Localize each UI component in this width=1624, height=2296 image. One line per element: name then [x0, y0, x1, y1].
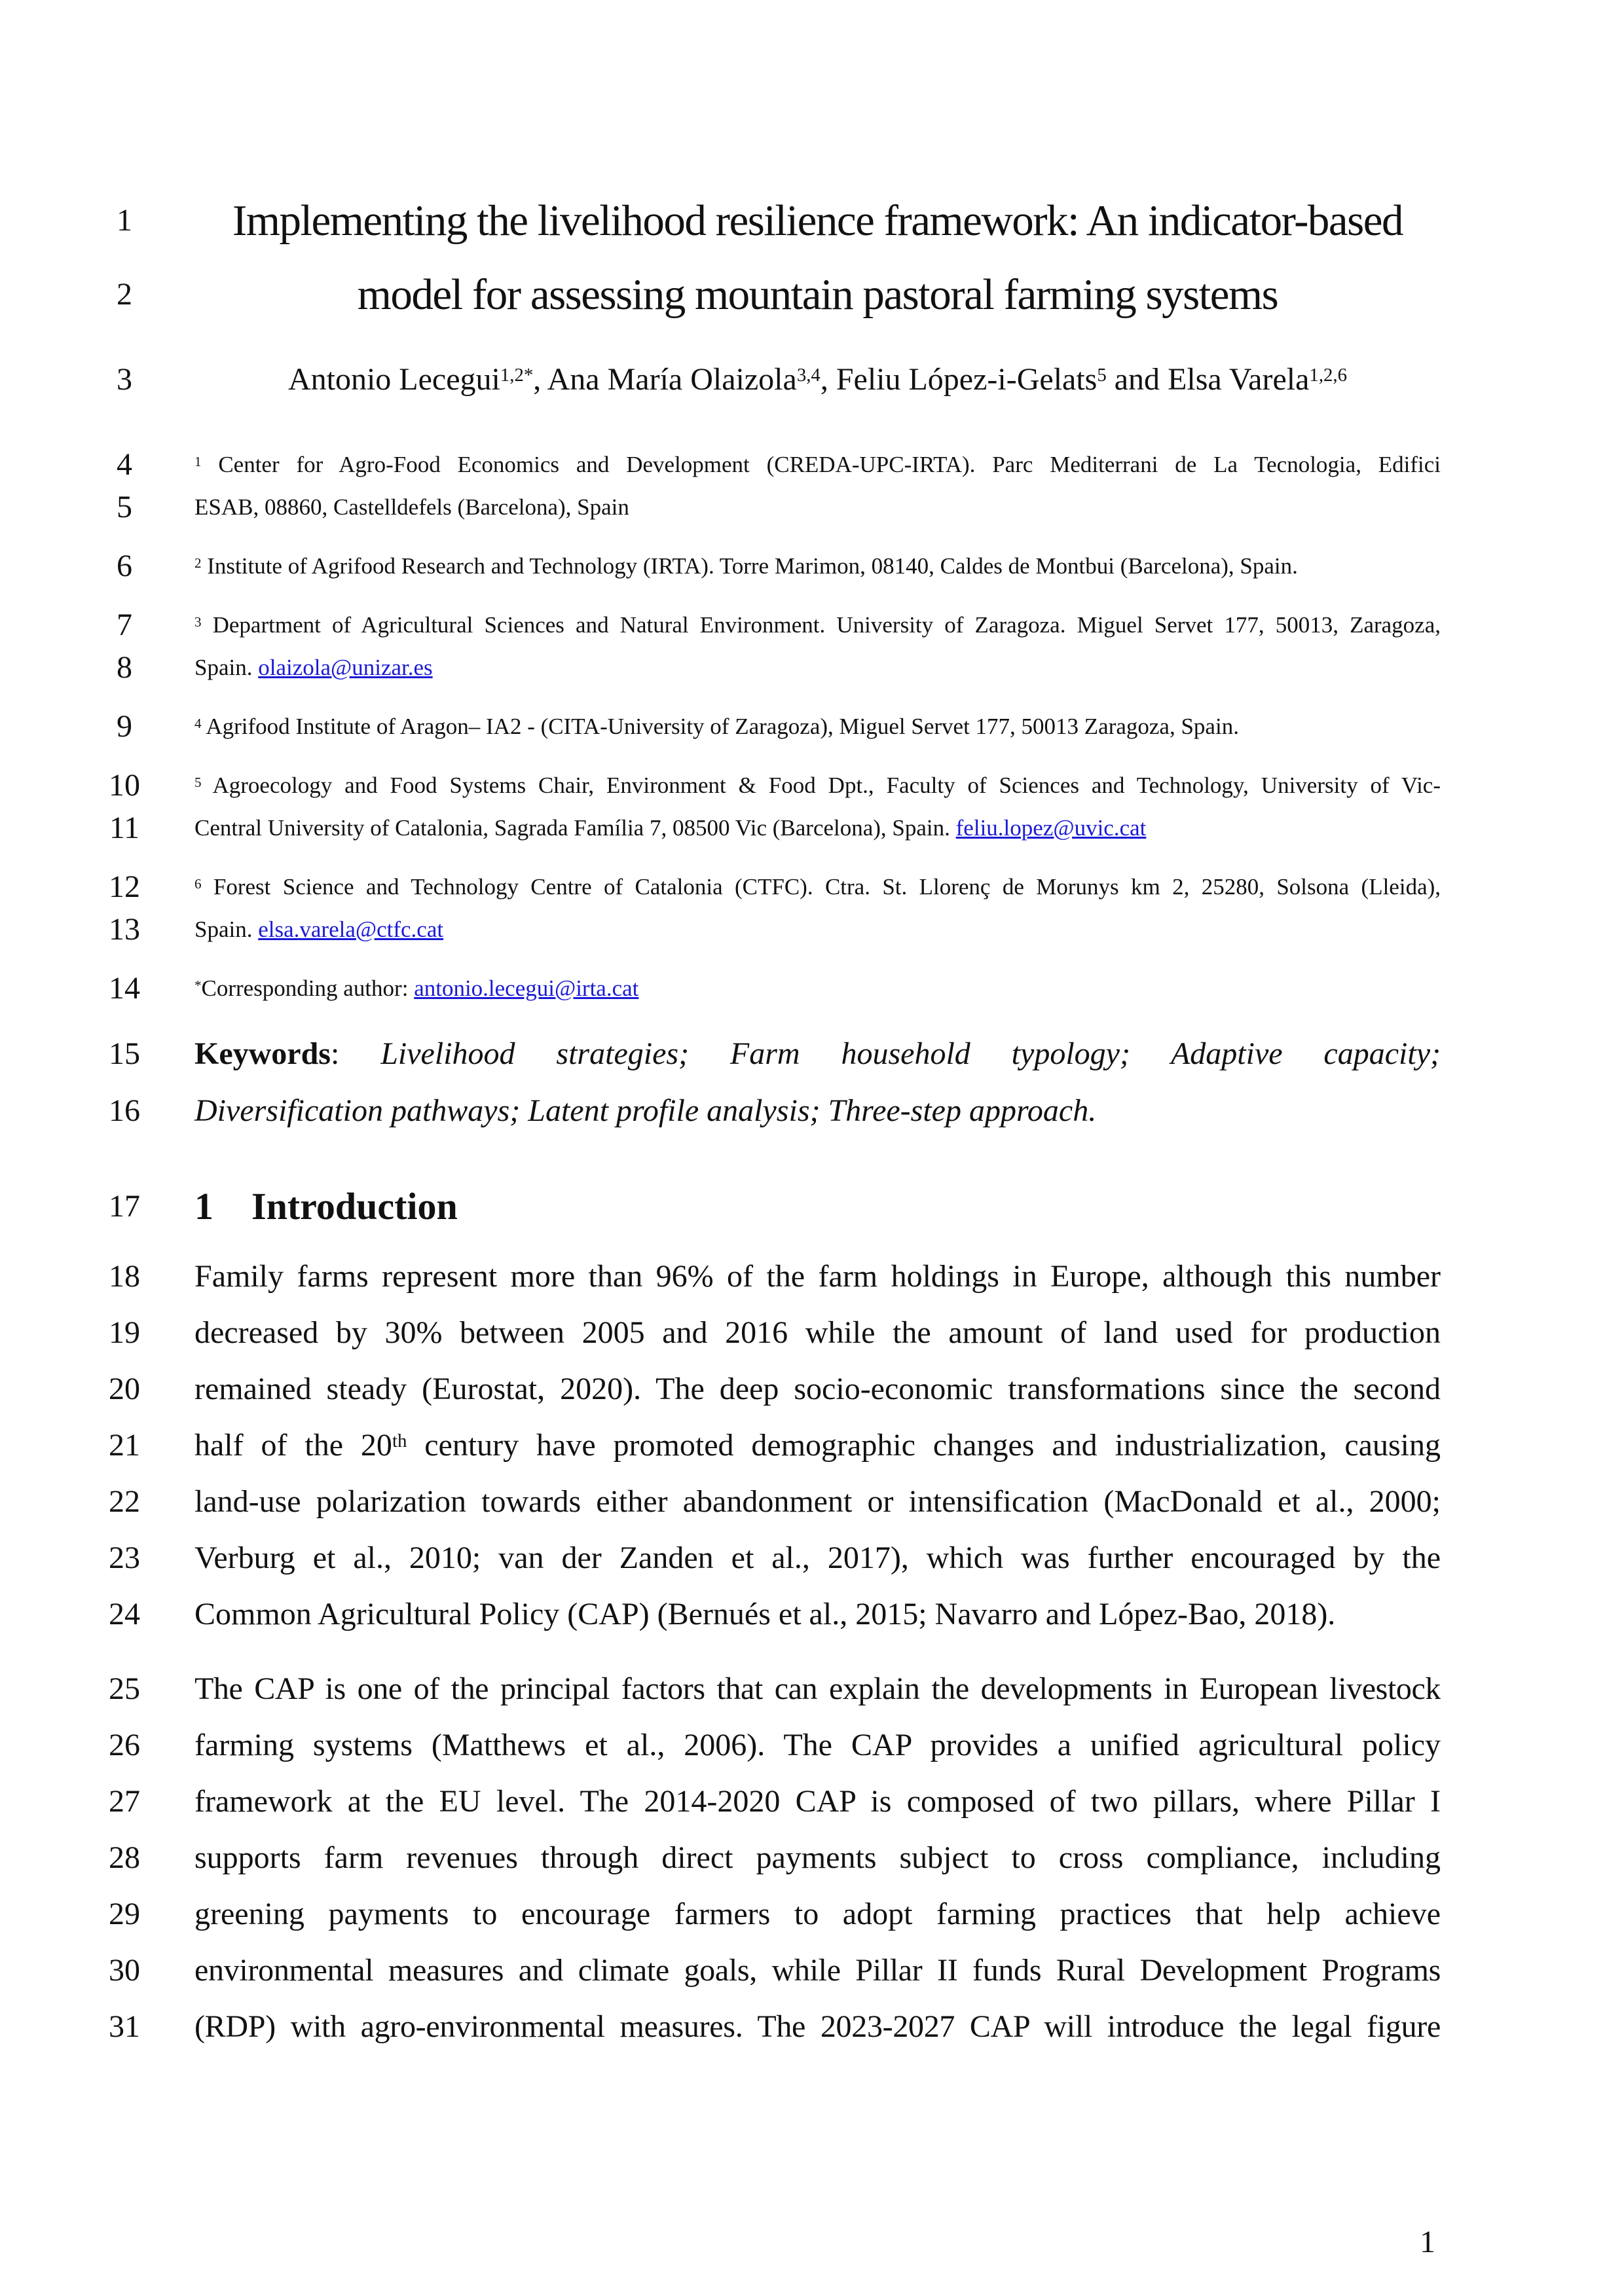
title-line-1 — [0, 194, 1624, 247]
corresponding-author — [194, 962, 1441, 1015]
affiliation-marker: 4 — [194, 715, 202, 731]
author-separator: , — [533, 362, 547, 397]
author-affiliation-marker: 3,4 — [796, 365, 821, 386]
body-line — [0, 1307, 1624, 1359]
affiliation-text — [194, 642, 1441, 694]
affiliation-marker: 1 — [194, 453, 202, 469]
body-text: (RDP) with agro-environmental measures. The 2023-2027 CAP will introduce the legal figure — [194, 2009, 1441, 2044]
line-number: 2 — [117, 277, 132, 312]
line-number: 24 — [109, 1597, 140, 1631]
author-name: Feliu López-i-Gelats — [836, 362, 1098, 397]
line-number: 4 — [117, 447, 132, 482]
line-number: 9 — [117, 709, 132, 744]
line-number: 21 — [109, 1428, 140, 1463]
line-number: 8 — [117, 650, 132, 685]
body-text: greening payments to encourage farmers to adopt farming practices that help achieve — [194, 1897, 1441, 1931]
keywords-list: Livelihood strategies; Farm household typology; Adaptive capacity; — [380, 1036, 1441, 1071]
body-line — [0, 1776, 1624, 1828]
body-line — [0, 1363, 1624, 1415]
affiliation-text — [194, 701, 1441, 753]
ordinal-suffix: th — [392, 1430, 407, 1452]
body-text: The CAP is one of the principal factors that can explain the developments in European livestock — [194, 1671, 1441, 1706]
line-number: 10 — [109, 768, 140, 803]
body-text: framework at the EU level. The 2014-2020 CAP is composed of two pillars, where Pillar I — [194, 1784, 1441, 1819]
body-line — [0, 1663, 1624, 1715]
affiliation-1: Center for Agro-Food Economics and Development (CREDA-UPC-IRTA). Parc Mediterrani de La Tecnologia, Edifici — [218, 452, 1441, 477]
line-number: 13 — [109, 912, 140, 947]
author-affiliation-marker: 5 — [1097, 365, 1107, 386]
affiliation-1-line-2 — [0, 481, 1624, 534]
email-link[interactable]: elsa.varela@ctfc.cat — [258, 917, 444, 942]
affiliation-5-cont: Central University of Catalonia, Sagrada Família 7, 08500 Vic (Barcelona), Spain. — [194, 815, 956, 841]
body-text: remained steady (Eurostat, 2020). The deep socio-economic transformations since the second — [194, 1372, 1441, 1406]
author-affiliation-marker: 1,2,6 — [1309, 365, 1348, 386]
author-separator: and — [1106, 362, 1168, 397]
body-line — [0, 1419, 1624, 1472]
affiliation-text — [194, 540, 1441, 592]
line-number: 14 — [109, 971, 140, 1006]
author-name: Elsa Varela — [1168, 362, 1310, 397]
body-text: farming systems (Matthews et al., 2006). The CAP provides a unified agricultural policy — [194, 1728, 1441, 1762]
affiliation-4: Agrifood Institute of Aragon– IA2 - (CITA-University of Zaragoza), Miguel Servet 177, 50013 Zaragoza, Spain. — [206, 714, 1239, 739]
keywords-list-cont: Diversification pathways; Latent profile analysis; Three-step approach. — [194, 1093, 1097, 1128]
body-text: Common Agricultural Policy (CAP) (Bernués et al., 2015; Navarro and López-Bao, 2018). — [194, 1597, 1336, 1631]
body-text: Verburg et al., 2010; van der Zanden et al., 2017), which was further encouraged by the — [194, 1540, 1441, 1575]
affiliation-marker: 3 — [194, 613, 202, 630]
affiliation-4-line — [0, 701, 1624, 753]
line-number: 16 — [109, 1093, 140, 1128]
corresponding-label: Corresponding author: — [201, 975, 415, 1001]
line-number: 11 — [109, 811, 140, 845]
affiliation-marker: 5 — [194, 774, 202, 790]
line-number: 31 — [109, 2009, 140, 2044]
author-affiliation-marker: 1,2* — [500, 365, 534, 386]
body-line — [0, 1832, 1624, 1884]
section-heading-line — [0, 1180, 1624, 1233]
affiliation-marker: 2 — [194, 555, 202, 571]
page-number: 1 — [1420, 2225, 1435, 2259]
corresponding-author-line — [0, 962, 1624, 1015]
body-line — [0, 1476, 1624, 1528]
body-text-part: half of the 20 — [194, 1428, 392, 1463]
title-line-2 — [0, 268, 1624, 321]
paper-title-cont: model for assessing mountain pastoral farming systems — [357, 270, 1278, 319]
affiliation-5: Agroecology and Food Systems Chair, Environment & Food Dpt., Faculty of Sciences and Technology, University of Vic- — [212, 773, 1441, 798]
body-line — [0, 2001, 1624, 2053]
line-number: 12 — [109, 869, 140, 904]
line-number: 6 — [117, 549, 132, 583]
body-text-part: century have promoted demographic changes and industrialization, causing — [407, 1428, 1441, 1463]
body-line — [0, 1588, 1624, 1641]
body-text: supports farm revenues through direct payments subject to cross compliance, including — [194, 1840, 1441, 1875]
section-heading — [194, 1180, 1441, 1233]
affiliation-2: Institute of Agrifood Research and Technology (IRTA). Torre Marimon, 08140, Caldes de Montbui (Barcelona), Spain. — [207, 553, 1298, 579]
line-number: 30 — [109, 1953, 140, 1988]
body-text — [194, 1419, 1441, 1472]
author-name: Ana María Olaizola — [547, 362, 797, 397]
email-link[interactable]: olaizola@unizar.es — [258, 655, 433, 680]
body-line — [0, 1250, 1624, 1303]
affiliation-text — [194, 802, 1441, 854]
line-number: 20 — [109, 1372, 140, 1406]
affiliation-6-line-2 — [0, 903, 1624, 956]
line-number: 27 — [109, 1784, 140, 1819]
line-number: 28 — [109, 1840, 140, 1875]
line-number: 19 — [109, 1315, 140, 1350]
body-line — [0, 1888, 1624, 1941]
line-number: 5 — [117, 490, 132, 524]
keywords-colon: : — [330, 1036, 340, 1071]
line-number: 22 — [109, 1484, 140, 1519]
line-number: 29 — [109, 1897, 140, 1931]
affiliation-marker: 6 — [194, 875, 202, 892]
section-title: Introduction — [251, 1185, 458, 1228]
line-number: 18 — [109, 1259, 140, 1294]
keywords-line-2 — [0, 1085, 1624, 1137]
keywords-label: Keywords — [194, 1036, 331, 1071]
keywords-line-1 — [0, 1028, 1624, 1080]
body-text: environmental measures and climate goals, while Pillar II funds Rural Development Programs — [194, 1953, 1441, 1988]
affiliation-3-cont: Spain. — [194, 655, 259, 680]
line-number: 25 — [109, 1671, 140, 1706]
body-text: decreased by 30% between 2005 and 2016 while the amount of land used for production — [194, 1315, 1441, 1350]
affiliation-text — [194, 903, 1441, 956]
author-separator: , — [820, 362, 836, 397]
body-line — [0, 1719, 1624, 1772]
affiliation-3-line-2 — [0, 642, 1624, 694]
author-name: Antonio Lecegui — [287, 362, 500, 397]
line-number: 26 — [109, 1728, 140, 1762]
section-number: 1 — [194, 1185, 213, 1228]
line-number: 15 — [109, 1036, 140, 1071]
email-link[interactable]: feliu.lopez@uvic.cat — [955, 815, 1147, 841]
affiliation-5-line-2 — [0, 802, 1624, 854]
affiliation-3: Department of Agricultural Sciences and Natural Environment. University of Zaragoza. Miguel Servet 177, 50013, Zaragoza, — [212, 612, 1441, 638]
paper-title: Implementing the livelihood resilience framework: An indicator-based — [232, 196, 1403, 245]
affiliation-2-line — [0, 540, 1624, 592]
body-text: Family farms represent more than 96% of the farm holdings in Europe, although this number — [194, 1259, 1441, 1294]
line-number: 7 — [117, 608, 132, 642]
author-list — [194, 354, 1441, 406]
body-line — [0, 1944, 1624, 1997]
affiliation-1-cont: ESAB, 08860, Castelldefels (Barcelona), Spain — [194, 494, 629, 520]
line-number: 1 — [117, 203, 132, 238]
body-line — [0, 1532, 1624, 1584]
keywords — [194, 1028, 1441, 1080]
line-number: 17 — [109, 1189, 140, 1224]
line-number: 23 — [109, 1540, 140, 1575]
line-number: 3 — [117, 362, 132, 397]
authors-line — [0, 354, 1624, 406]
corresponding-marker: * — [194, 977, 202, 993]
affiliation-6-cont: Spain. — [194, 917, 259, 942]
body-text: land-use polarization towards either abandonment or intensification (MacDonald et al., 2000; — [194, 1484, 1441, 1519]
email-link[interactable]: antonio.lecegui@irta.cat — [414, 975, 639, 1001]
affiliation-6: Forest Science and Technology Centre of Catalonia (CTFC). Ctra. St. Llorenç de Morunys km 2, 25280, Solsona (Lleida), — [213, 874, 1441, 900]
